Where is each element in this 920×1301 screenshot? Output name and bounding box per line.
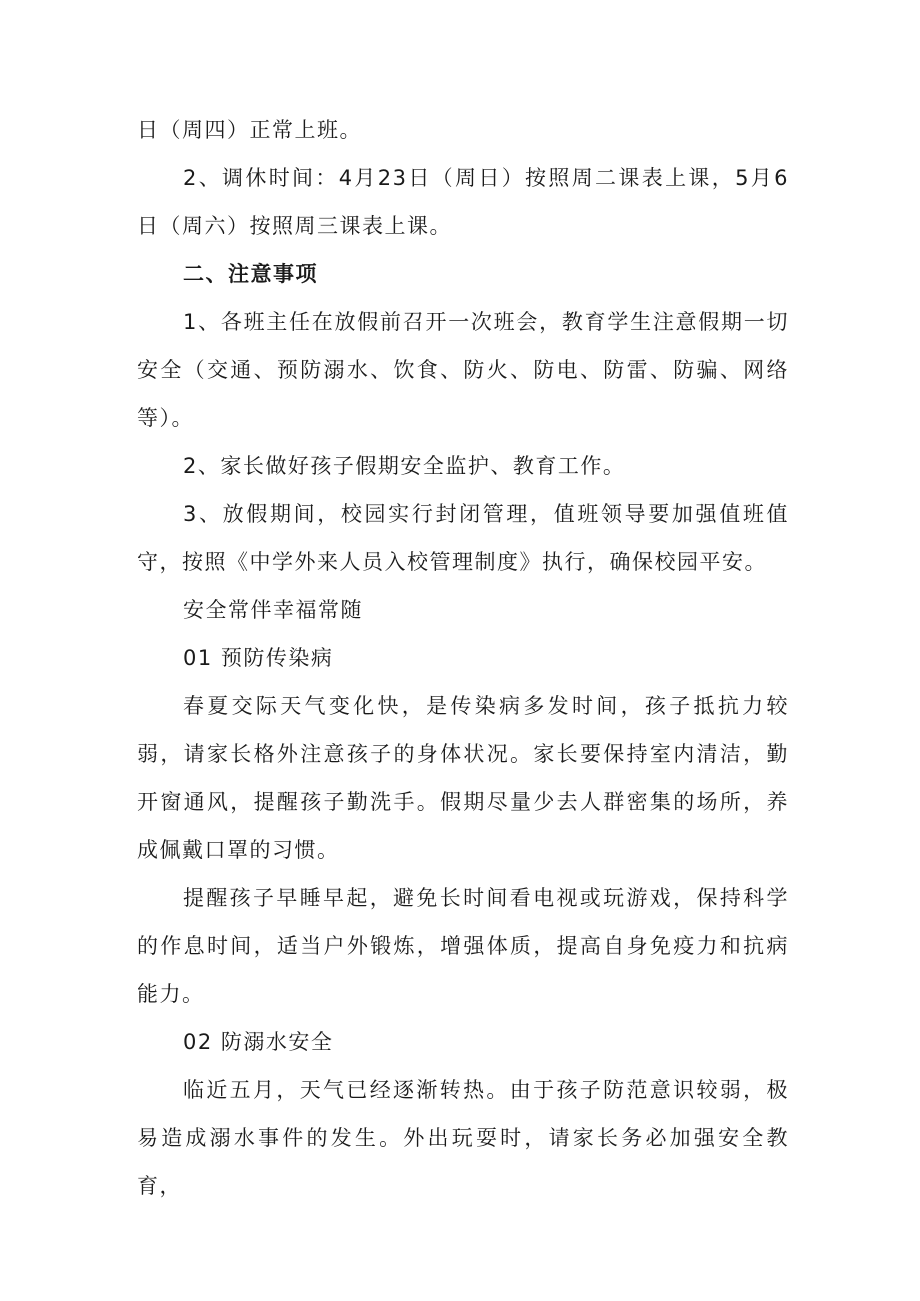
subheading-infectious-disease: 01 预防传染病 — [183, 646, 334, 670]
paragraph-class-meeting: 1、各班主任在放假前召开一次班会，教育学生注意假期一切安全（交通、预防溺水、饮食、防火、防电、防雷、防骗、网络等）。 — [137, 310, 789, 430]
paragraph-disease-prevention: 春夏交际天气变化快，是传染病多发时间，孩子抵抗力较弱，请家长格外注意孩子的身体状况。家长要保持室内清洁，勤开窗通风，提醒孩子勤洗手。假期尽量少去人群密集的场所，养成佩戴口罩的习惯。 — [137, 694, 789, 862]
paragraph-makeup-schedule: 2、调休时间：4月23日（周日）按照周二课表上课，5月6日（周六）按照周三课表上课。 — [137, 166, 789, 238]
paragraph-campus-closure: 3、放假期间，校园实行封闭管理，值班领导要加强值班值守，按照《中学外来人员入校管理制度》执行，确保校园平安。 — [137, 502, 789, 574]
paragraph-drowning-prevention: 临近五月，天气已经逐渐转热。由于孩子防范意识较弱，极易造成溺水事件的发生。外出玩耍时，请家长务必加强安全教育， — [137, 1078, 789, 1198]
paragraph-healthy-routine: 提醒孩子早睡早起，避免长时间看电视或玩游戏，保持科学的作息时间，适当户外锻炼，增强体质，提高自身免疫力和抗病能力。 — [137, 886, 789, 1006]
subheading-drowning-safety: 02 防溺水安全 — [183, 1030, 334, 1054]
subtitle-safety-motto: 安全常伴幸福常随 — [183, 598, 363, 622]
section-heading-notes: 二、注意事项 — [183, 262, 318, 286]
paragraph-work-resume: 日（周四）正常上班。 — [137, 118, 362, 142]
paragraph-parent-supervision: 2、家长做好孩子假期安全监护、教育工作。 — [183, 454, 626, 478]
document-body — [137, 106, 789, 1210]
